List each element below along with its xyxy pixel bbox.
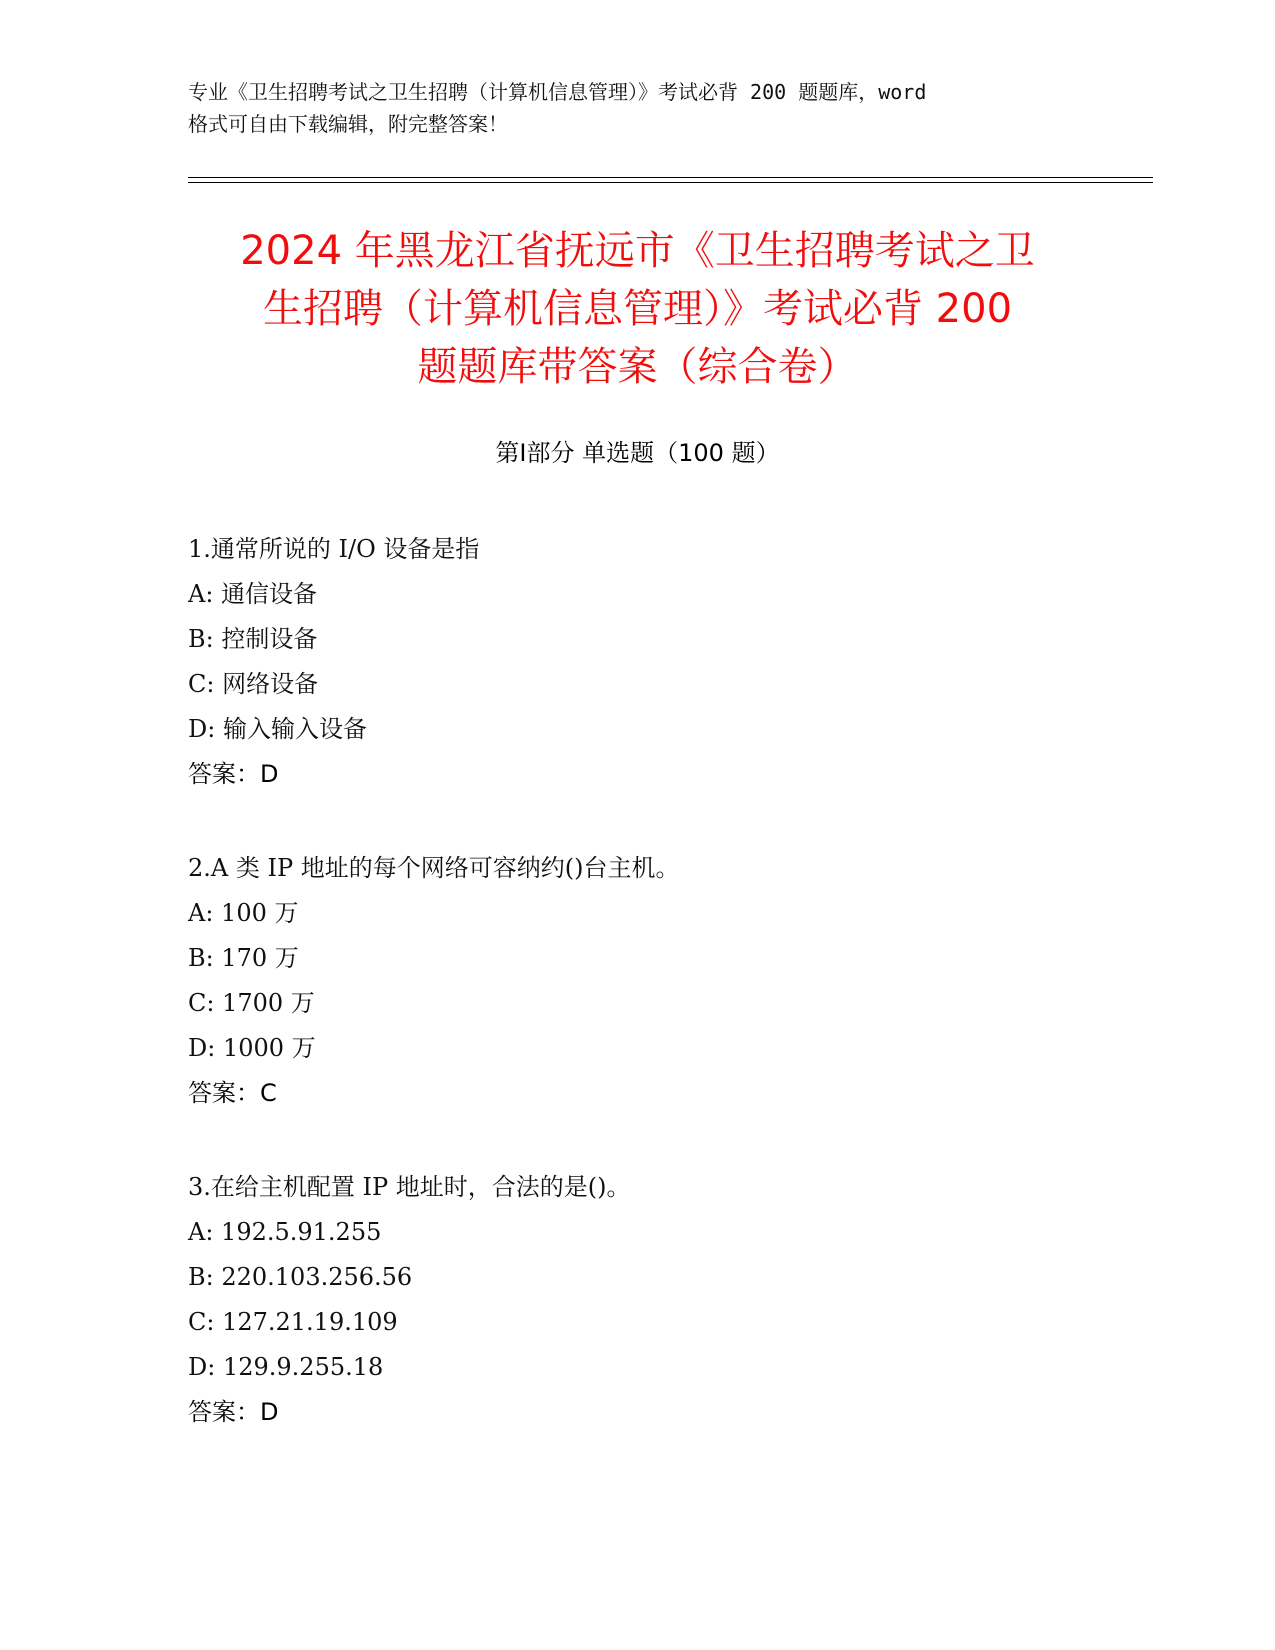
header-note-line-1: 专业《卫生招聘考试之卫生招聘（计算机信息管理）》考试必背 200 题题库，word: [188, 80, 927, 104]
option-d: D: 129.9.255.18: [188, 1353, 384, 1381]
header-note: [188, 76, 1088, 140]
option-a: A: 192.5.91.255: [188, 1218, 382, 1246]
option-c: C: 网络设备: [188, 670, 319, 698]
header-note-line-2: 格式可自由下载编辑，附完整答案！: [188, 112, 508, 136]
header-divider-top: [188, 177, 1153, 178]
option-c: C: 1700 万: [188, 989, 315, 1017]
section-heading: 第Ⅰ部分 单选题（100 题）: [495, 439, 780, 467]
question-stem: 3.在给主机配置 IP 地址时，合法的是()。: [188, 1173, 631, 1201]
option-b: B: 控制设备: [188, 625, 318, 653]
question-3: [188, 1165, 1088, 1435]
document-title-line-1: 2024 年黑龙江省抚远市《卫生招聘考试之卫: [240, 228, 1035, 274]
document-title-line-3: 题题库带答案（综合卷）: [417, 344, 858, 390]
question-stem: 1.通常所说的 I/O 设备是指: [188, 535, 480, 563]
document-title: [150, 222, 1125, 396]
option-d: D: 1000 万: [188, 1034, 316, 1062]
question-1: [188, 527, 1088, 797]
question-stem: 2.A 类 IP 地址的每个网络可容纳约()台主机。: [188, 854, 680, 882]
header-divider-bottom: [188, 182, 1153, 183]
option-b: B: 220.103.256.56: [188, 1263, 413, 1291]
question-2: [188, 846, 1088, 1116]
option-c: C: 127.21.19.109: [188, 1308, 398, 1336]
document-title-line-2: 生招聘（计算机信息管理）》考试必背 200: [262, 286, 1013, 332]
option-d: D: 输入输入设备: [188, 715, 367, 743]
answer-line: 答案：D: [188, 760, 279, 788]
answer-line: 答案：D: [188, 1398, 279, 1426]
option-a: A: 100 万: [188, 899, 299, 927]
option-a: A: 通信设备: [188, 580, 318, 608]
answer-line: 答案：C: [188, 1079, 277, 1107]
option-b: B: 170 万: [188, 944, 299, 972]
